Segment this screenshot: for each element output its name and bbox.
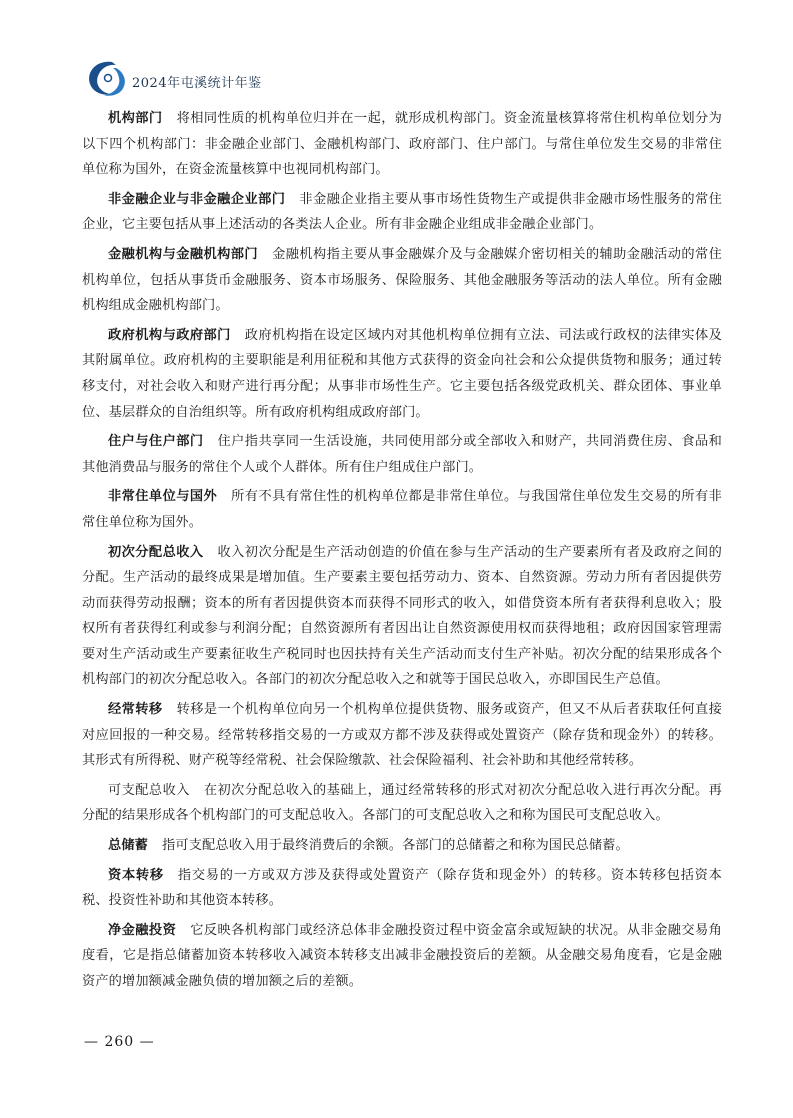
glossary-definition: 住户指共享同一生活设施，共同使用部分或全部收入和财产，共同消费住房、食品和其他消费品与服务的常住个人或个人群体。所有住户组成住户部门。 xyxy=(82,434,723,475)
glossary-definition: 指交易的一方或双方涉及获得或处置资产（除存货和现金外）的转移。资本转移包括资本税、投资性补助和其他资本转移。 xyxy=(82,867,722,909)
glossary-content xyxy=(82,106,722,999)
glossary-term: 净金融投资 xyxy=(108,922,177,938)
glossary-definition: 它反映各机构部门或经济总体非金融投资过程中资金富余或短缺的状况。从非金融交易角度看，它是指总储蓄加资本转移收入减资本转移支出减非金融投资后的差额。从金融交易角度看，它是金融资产的增加额减金融负债的增加额之后的差额。 xyxy=(82,922,722,989)
glossary-entry xyxy=(82,833,722,859)
glossary-definition: 在初次分配总收入的基础上，通过经常转移的形式对初次分配总收入进行再次分配。再分配的结果形成各个机构部门的可支配总收入。各部门的可支配总收入之和称为国民可支配总收入。 xyxy=(82,782,722,824)
glossary-definition: 政府机构指在设定区域内对其他机构单位拥有立法、司法或行政权的法律实体及其附属单位。政府机构的主要职能是利用征税和其他方式获得的资金向社会和公众提供货物和服务；通过转移支付，对社会收入和财产进行再分配；从事非市场性生产。它主要包括各级党政机关、群众团体、事业单位、基层群众的自治组织等。所有政府机构组成政府部门。 xyxy=(82,327,722,420)
glossary-term: 总储蓄 xyxy=(108,838,149,854)
glossary-definition: 指可支配总收入用于最终消费后的余额。各部门的总储蓄之和称为国民总储蓄。 xyxy=(162,838,629,854)
glossary-entry xyxy=(82,484,722,535)
glossary-definition: 转移是一个机构单位向另一个机构单位提供货物、服务或资产，但又不从后者获取任何直接对应回报的一种交易。经常转移指交易的一方或双方都不涉及获得或处置资产（除存货和现金外）的转移。其形式有所得税、财产税等经常税、社会保险缴款、社会保险福利、社会补助和其他经常转移。 xyxy=(82,702,722,769)
glossary-entry xyxy=(82,429,722,480)
glossary-term: 可支配总收入 xyxy=(108,782,190,798)
glossary-term: 非常住单位与国外 xyxy=(108,489,218,505)
glossary-definition: 所有不具有常住性的机构单位都是非常住单位。与我国常住单位发生交易的所有非常住单位称为国外。 xyxy=(82,489,722,530)
yearbook-logo-icon xyxy=(86,58,130,98)
page-number: — 260 — xyxy=(84,1034,155,1050)
glossary-entry xyxy=(82,187,722,238)
glossary-term: 非金融企业与非金融企业部门 xyxy=(108,191,286,207)
glossary-definition: 非金融企业指主要从事市场性货物生产或提供非金融市场性服务的常住企业，它主要包括从事上述活动的各类法人企业。所有非金融企业组成非金融企业部门。 xyxy=(82,191,722,233)
header-title: 2024年屯溪统计年鉴 xyxy=(132,76,262,91)
glossary-definition: 将相同性质的机构单位归并在一起，就形成机构部门。资金流量核算将常住机构单位划分为以下四个机构部门：非金融企业部门、金融机构部门、政府部门、住户部门。与常住单位发生交易的非常住单位称为国外，在资金流量核算中也视同机构部门。 xyxy=(82,111,722,178)
glossary-term: 住户与住户部门 xyxy=(108,434,204,450)
glossary-term: 经常转移 xyxy=(108,702,163,718)
glossary-entry xyxy=(82,106,722,183)
glossary-term: 初次分配总收入 xyxy=(108,544,204,560)
glossary-term: 金融机构与金融机构部门 xyxy=(108,246,259,262)
glossary-entry xyxy=(82,323,722,425)
glossary-term: 资本转移 xyxy=(108,867,164,883)
glossary-entry xyxy=(82,242,722,319)
glossary-definition: 金融机构指主要从事金融媒介及与金融媒介密切相关的辅助金融活动的常住机构单位，包括从事货币金融服务、资本市场服务、保险服务、其他金融服务等活动的法人单位。所有金融机构组成金融机构部门。 xyxy=(82,246,722,314)
glossary-entry xyxy=(82,778,722,829)
glossary-entry xyxy=(82,918,722,995)
glossary-entry xyxy=(82,697,722,774)
page-header xyxy=(86,58,726,98)
glossary-term: 机构部门 xyxy=(108,111,163,126)
glossary-term: 政府机构与政府部门 xyxy=(108,327,231,343)
glossary-entry xyxy=(82,863,722,914)
glossary-definition: 收入初次分配是生产活动创造的价值在参与生产活动的生产要素所有者及政府之间的分配。生产活动的最终成果是增加值。生产要素主要包括劳动力、资本、自然资源。劳动力所有者因提供劳动而获得劳动报酬；资本的所有者因提供资本而获得不同形式的收入，如借贷资本所有者获得利息收入；股权所有者获得红利或参与利润分配；自然资源所有者因出让自然资源使用权而获得地租；政府因国家管理需要对生产活动或生产要素征收生产税同时也因扶持有关生产活动而支付生产补贴。初次分配的结果形成各个机构部门的初次分配总收入。各部门的初次分配总收入之和就等于国民总收入，亦即国民生产总值。 xyxy=(82,544,723,688)
glossary-entry xyxy=(82,540,722,694)
